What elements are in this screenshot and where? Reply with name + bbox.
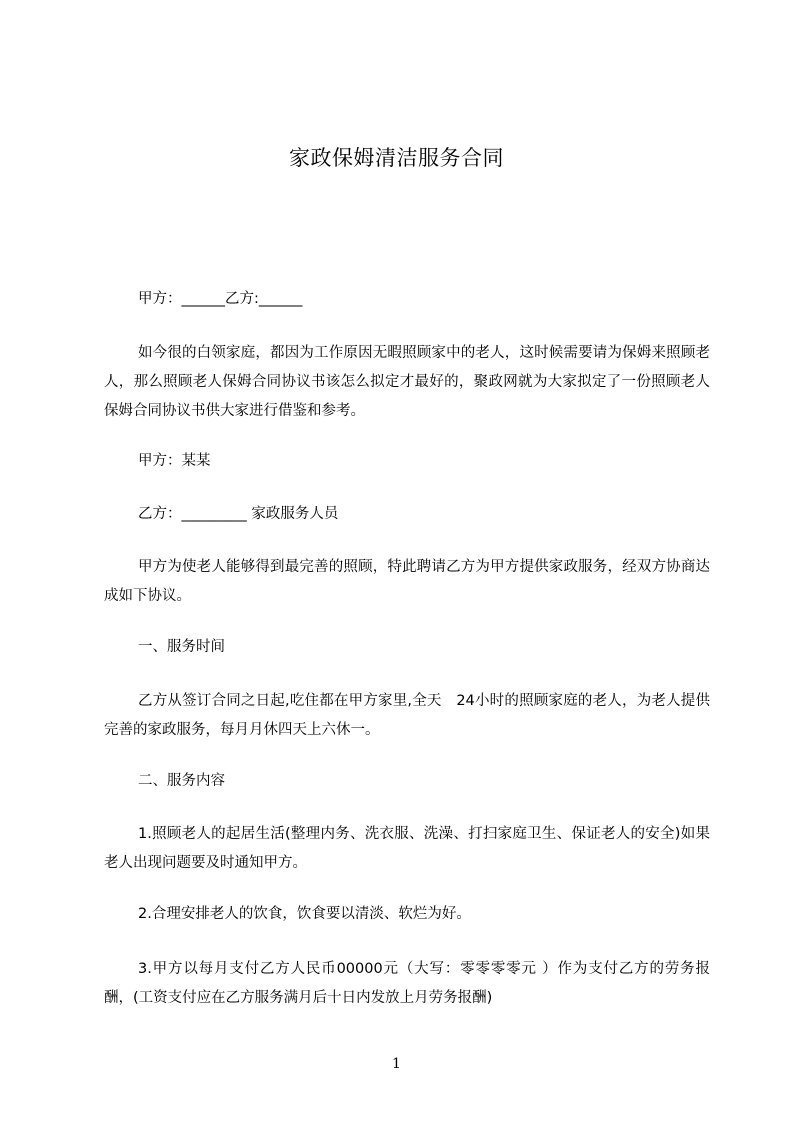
- party-a-line: 甲方：某某: [138, 453, 211, 469]
- service-time-paragraph: 乙方从签订合同之日起,吃住都在甲方家里,全天 24小时的照顾家庭的老人，为老人提供完善的家政服务，每月月休四天上六休一。: [104, 693, 710, 738]
- intro-paragraph: 如今很的白领家庭，都因为工作原因无暇照顾家中的老人，这时候需要请为保姆来照顾老人，那么照顾老人保姆合同协议书该怎么拟定才最好的，聚政网就为大家拟定了一份照顾老人保姆合同协议书供大家进行借鉴和参考。: [104, 345, 710, 419]
- page-number: 1: [392, 1056, 401, 1072]
- section-heading-service-content: 二、服务内容: [138, 773, 225, 789]
- document-title: 家政保姆清洁服务合同: [289, 146, 504, 170]
- section-heading-service-time: 一、服务时间: [138, 639, 225, 655]
- service-content-item-1: 1.照顾老人的起居生活(整理内务、洗衣服、洗澡、打扫家庭卫生、保证老人的安全)如果老人出现问题要及时通知甲方。: [104, 826, 710, 871]
- service-content-item-3: 3.甲方以每月支付乙方人民币00000元（大写：零零零零元 ）作为支付乙方的劳务报酬，(工资支付应在乙方服务满月后十日内发放上月劳务报酬): [104, 961, 710, 1006]
- service-content-item-2: 2.合理安排老人的饮食，饮食要以清淡、软烂为好。: [138, 906, 471, 922]
- agreement-preamble: 甲方为使老人能够得到最完善的照顾，特此聘请乙方为甲方提供家政服务，经双方协商达成如下协议。: [104, 559, 710, 604]
- party-blanks-line: 甲方：______乙方:______: [138, 291, 303, 307]
- party-b-line: 乙方：_________ 家政服务人员: [138, 506, 339, 522]
